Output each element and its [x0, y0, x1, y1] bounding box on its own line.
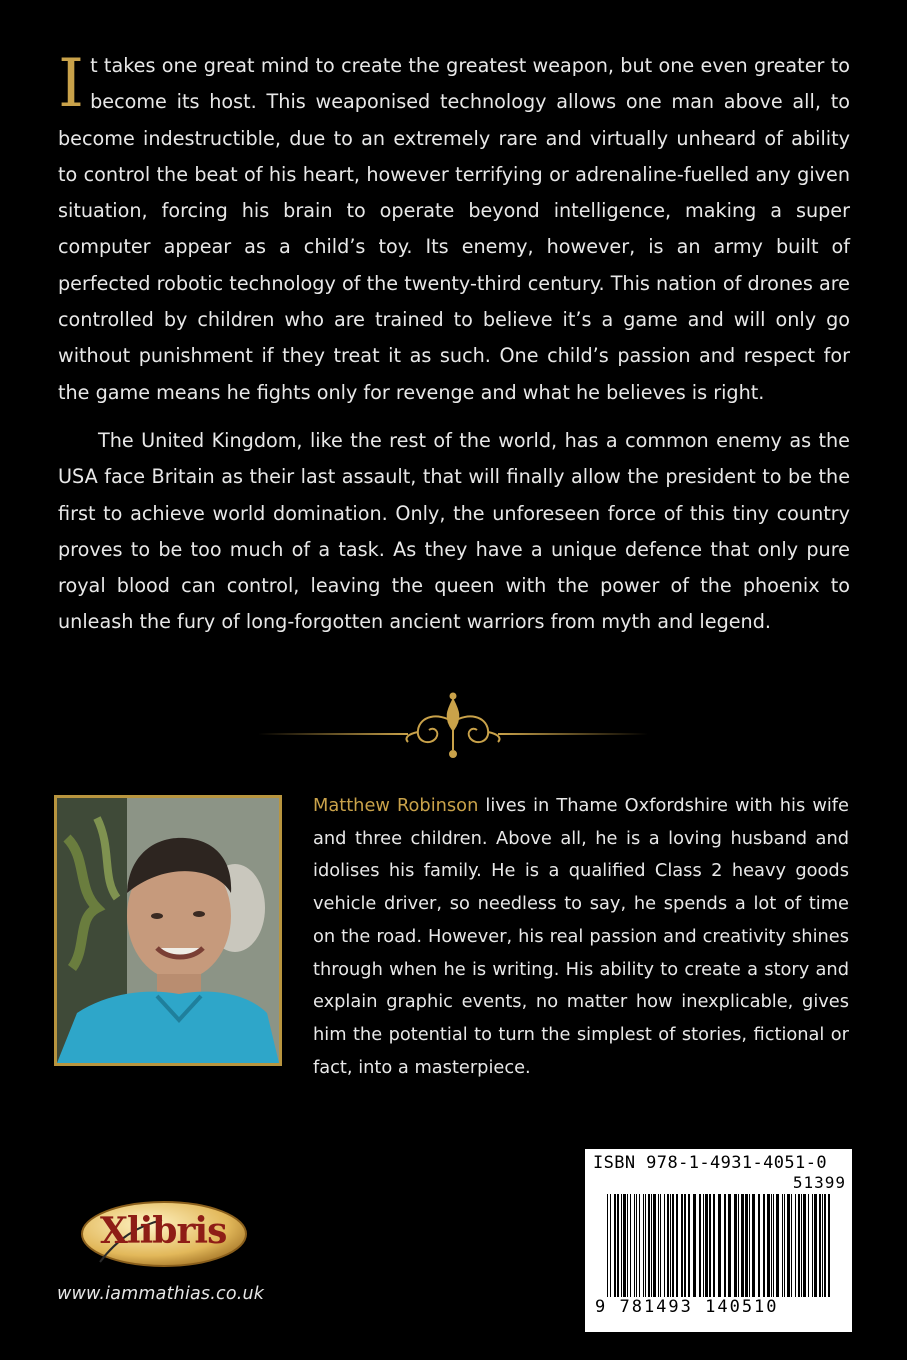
author-name: Matthew Robinson	[313, 795, 479, 816]
author-portrait-image	[57, 798, 279, 1063]
blurb-paragraph-2: The United Kingdom, like the rest of the world, has a common enemy as the USA face Britain as their last assault, that will finally allow the president to be the first to achieve world domination. Only, the unforeseen force of this tiny country proves to be too much of a task. As they have a unique defence that only pure royal blood can control, leaving the queen with the power of the phoenix to unleash the fury of long-forgotten ancient warriors from myth and legend.	[58, 428, 850, 634]
website-url[interactable]: www.iammathias.co.uk	[57, 1284, 265, 1304]
isbn-number: ISBN 978-1-4931-4051-0	[593, 1153, 827, 1173]
author-bio	[313, 790, 849, 1084]
blurb-paragraph-1	[58, 45, 850, 411]
back-cover-blurb	[58, 45, 850, 641]
author-bio-body: lives in Thame Oxfordshire with his wife and three children. Above all, he is a loving husband and idolises his family. He is a qualified Class 2 heavy goods vehicle driver, so needless to say, he spends a lot of time on the road. However, his real passion and creativity shines through when he is writing. His ability to create a story and explain graphic events, no matter how inexplicable, gives him the potential to turn the simplest of stories, fictional or fact, into a masterpiece.	[313, 795, 849, 1078]
author-bio-text	[313, 790, 849, 1084]
decorative-divider-icon	[258, 692, 648, 762]
barcode-bars-icon	[607, 1194, 835, 1297]
price-code: 51399	[792, 1173, 846, 1192]
isbn-barcode	[585, 1149, 852, 1332]
blurb-paragraph-1-text: t takes one great mind to create the greatest weapon, but one even greater to become its host. This weaponised technology allows one man above all, to become indestructible, due to an extremely rare and virtually unheard of ability to control the beat of his heart, however terrifying or adrenaline-fuelled any given situation, forcing his brain to operate beyond intelligence, making a super computer appear as a child’s toy. Its enemy, however, is an army built of perfected robotic technology of the twenty-third century. This nation of drones are controlled by children who are trained to believe it’s a game and will only go without punishment if they treat it as such. One child’s passion and respect for the game means he fights only for revenge and what he believes is right.	[58, 54, 850, 404]
ean-digits: 9 781493 140510	[595, 1297, 779, 1317]
xlibris-logo	[78, 1198, 250, 1270]
drop-cap: I	[58, 45, 85, 122]
xlibris-logo-text: Xlibris	[100, 1210, 227, 1252]
author-photo	[54, 795, 282, 1066]
